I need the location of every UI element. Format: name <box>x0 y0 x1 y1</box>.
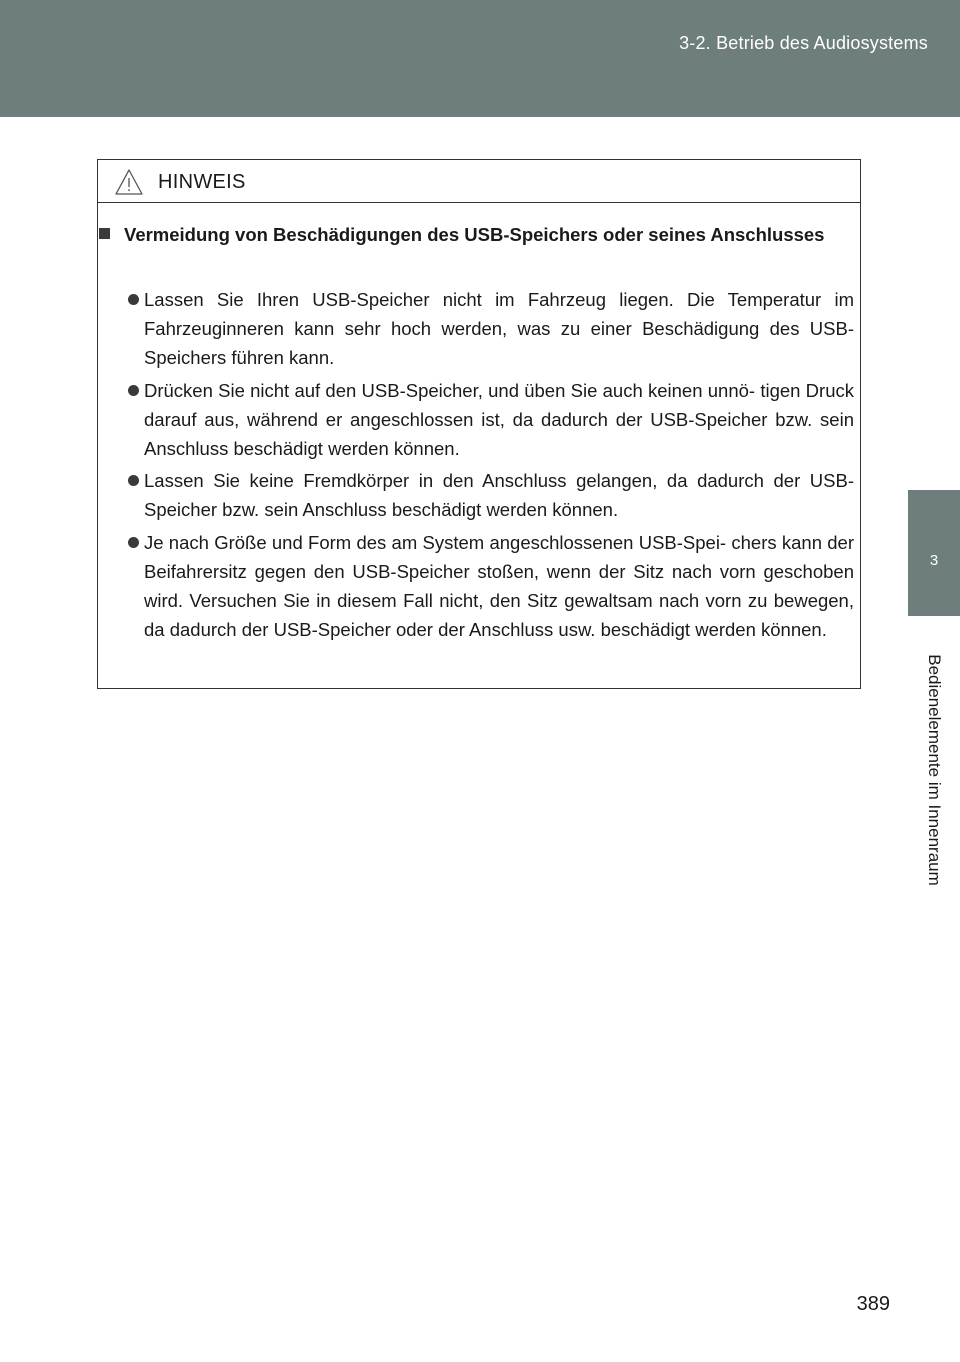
chapter-label: Bedienelemente im Innenraum <box>925 654 944 886</box>
bullet-text: Drücken Sie nicht auf den USB-Speicher, und üben Sie auch keinen unnö- tigen Druck darauf aus, während er angeschlossen ist, da dadurch der USB-Speicher bzw. sein Anschluss beschädigt werden können. <box>144 380 854 459</box>
warning-triangle-icon <box>114 168 144 196</box>
page-number: 389 <box>856 1293 890 1315</box>
bullet-item <box>144 285 854 372</box>
notice-topic <box>124 221 854 248</box>
bullet-dot-icon <box>128 537 139 548</box>
section-title: 3-2. Betrieb des Audiosystems <box>679 33 928 53</box>
bullet-text: Lassen Sie Ihren USB-Speicher nicht im Fahrzeug liegen. Die Temperatur im Fahrzeuginneren kann sehr hoch werden, was zu einer Beschädigung des USB-Speichers führen kann. <box>144 289 854 368</box>
bullet-dot-icon <box>128 294 139 305</box>
notice-header <box>98 160 860 203</box>
bullet-dot-icon <box>128 475 139 486</box>
notice-box <box>97 159 861 689</box>
bullet-item <box>144 376 854 463</box>
square-bullet-icon <box>99 228 110 239</box>
bullet-item <box>144 466 854 524</box>
bullet-dot-icon <box>128 385 139 396</box>
chapter-tab <box>908 490 960 616</box>
chapter-label-container <box>908 625 960 915</box>
chapter-number: 3 <box>929 552 939 569</box>
bullet-text: Lassen Sie keine Fremdkörper in den Anschluss gelangen, da dadurch der USB-Speicher bzw. sein Anschluss beschädigt werden können. <box>144 470 854 520</box>
bullet-text: Je nach Größe und Form des am System angeschlossenen USB-Spei- chers kann der Beifahrersitz gegen den USB-Speicher stoßen, wenn der Sitz nach vorn geschoben wird. Versuchen Sie in diesem Fall nicht, den Sitz gewaltsam nach vorn zu bewegen, da dadurch der USB-Speicher oder der Anschluss usw. beschädigt werden können. <box>144 532 854 640</box>
header-band <box>0 0 960 117</box>
bullet-item <box>144 528 854 644</box>
notice-topic-text: Vermeidung von Beschädigungen des USB-Speichers oder seines Anschlusses <box>124 224 825 245</box>
notice-title: HINWEIS <box>158 171 246 193</box>
